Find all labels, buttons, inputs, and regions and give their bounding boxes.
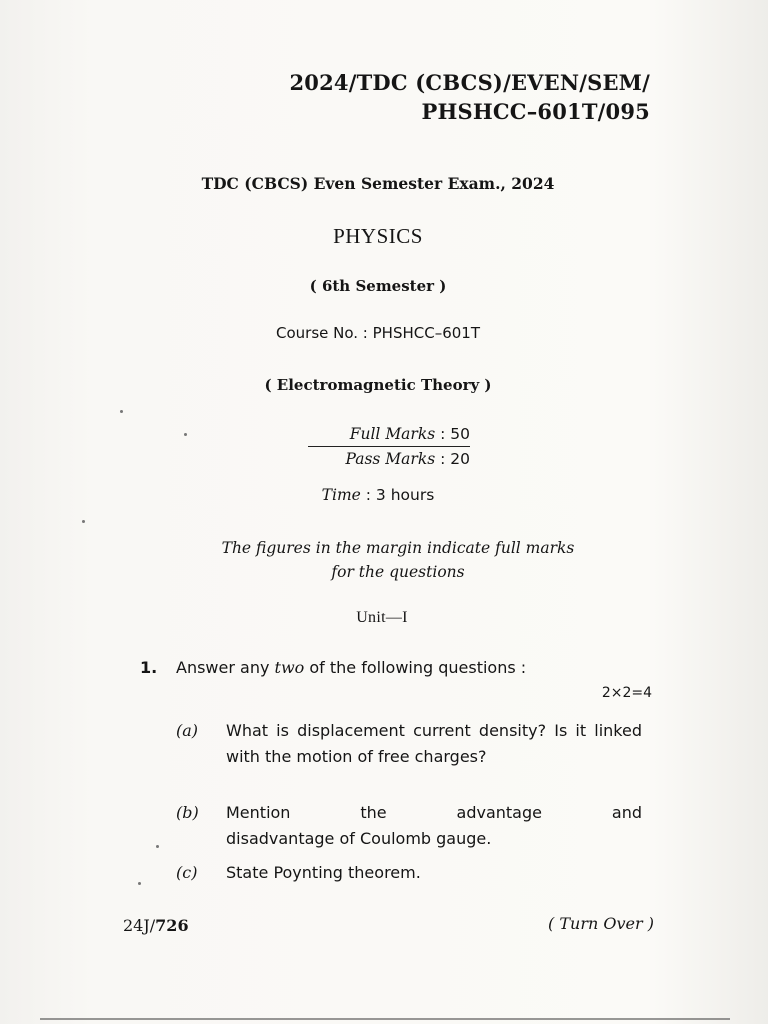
- question-number: 1.: [140, 658, 158, 677]
- paper-code-line2: PHSHCC–601T/095: [421, 99, 650, 124]
- course-number: Course No. : PHSHCC–601T: [276, 324, 480, 342]
- paper-title: ( Electromagnetic Theory ): [264, 376, 492, 394]
- question-part-b: [176, 800, 642, 852]
- question-part-a: [176, 718, 642, 770]
- part-text: What is displacement current density? Is it linked with the motion of free charges?: [226, 721, 642, 766]
- full-marks-label: Full Marks: [349, 425, 436, 443]
- time-value: : 3 hours: [365, 486, 435, 504]
- scan-speck: [156, 845, 159, 848]
- scan-speck: [82, 520, 85, 523]
- footer-code: [123, 916, 189, 935]
- question-text-before: Answer any: [176, 658, 275, 677]
- question-text-after: of the following questions :: [304, 658, 527, 677]
- subject-title: PHYSICS: [333, 224, 423, 248]
- pass-marks-label: Pass Marks: [345, 450, 436, 468]
- marks-box: [308, 422, 470, 471]
- footer-code-number: 726: [155, 916, 189, 935]
- part-label: (c): [176, 863, 198, 882]
- question-part-c: [176, 860, 642, 886]
- instruction-note: [14, 536, 768, 584]
- part-text: State Poynting theorem.: [226, 863, 421, 882]
- scan-speck: [184, 433, 187, 436]
- paper-code-line1: 2024/TDC (CBCS)/EVEN/SEM/: [289, 70, 650, 95]
- scan-speck: [138, 882, 141, 885]
- part-label: (b): [176, 803, 199, 822]
- instruction-line2: for the questions: [331, 563, 465, 581]
- time-label: Time: [321, 486, 361, 504]
- pass-marks-value: : 20: [440, 450, 470, 468]
- semester-label: ( 6th Semester ): [309, 277, 447, 295]
- full-marks-value: : 50: [440, 425, 470, 443]
- part-text: [226, 800, 642, 852]
- instruction-line1: The figures in the margin indicate full marks: [221, 539, 575, 557]
- exam-title: TDC (CBCS) Even Semester Exam., 2024: [201, 174, 555, 193]
- question-1: [140, 658, 526, 677]
- pass-marks: [308, 447, 470, 471]
- part-text-line1: Mention the advantage and: [226, 803, 642, 822]
- scan-edge-line: [40, 1018, 730, 1020]
- turn-over-note: ( Turn Over ): [548, 914, 654, 933]
- scan-speck: [120, 410, 123, 413]
- question-emphasis: two: [274, 658, 305, 677]
- part-text-line2: disadvantage of Coulomb gauge.: [226, 829, 492, 848]
- part-label: (a): [176, 721, 199, 740]
- question-marks: 2×2=4: [601, 685, 652, 701]
- exam-time: [0, 486, 762, 504]
- unit-heading: Unit—I: [356, 609, 408, 626]
- full-marks: [308, 422, 470, 447]
- footer-code-prefix: 24J/: [123, 916, 156, 935]
